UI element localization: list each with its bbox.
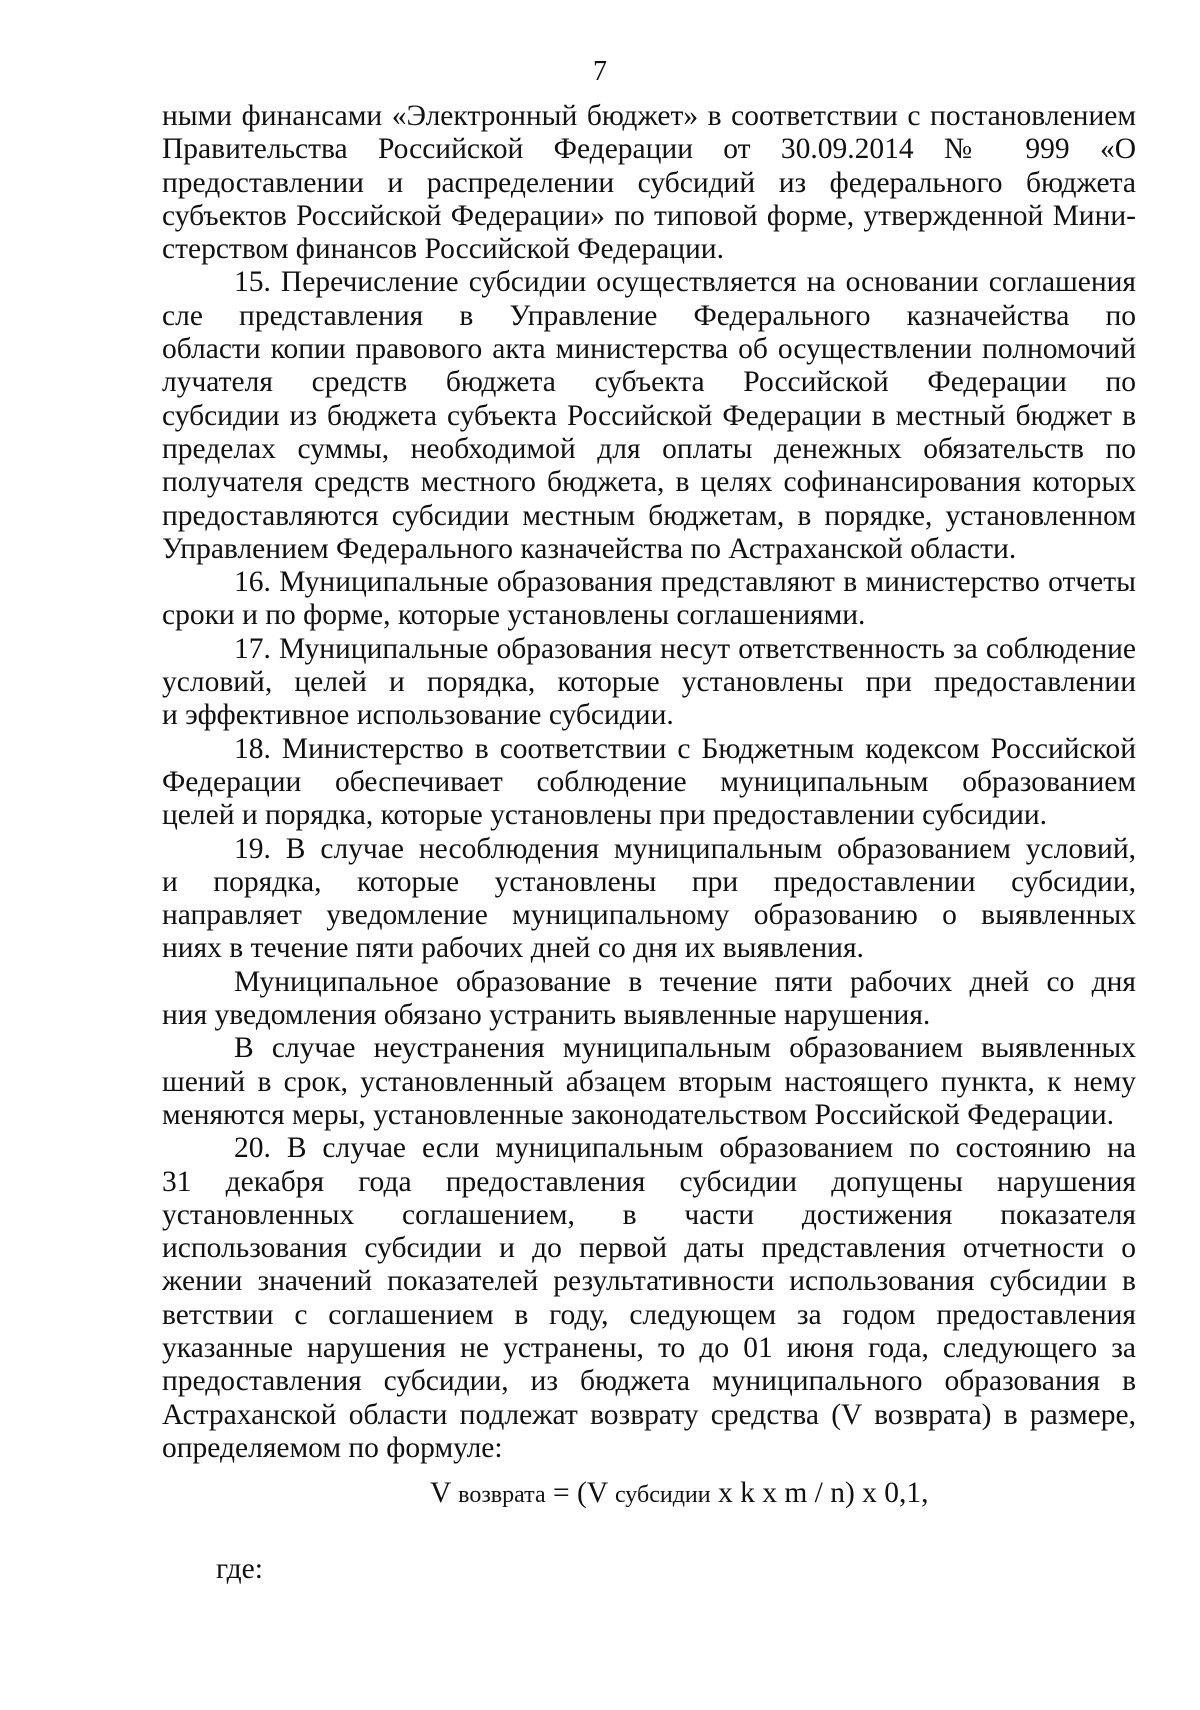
- text-line: 20. В случае если муниципальным образованием по состоянию на: [234, 1132, 1136, 1165]
- text-line: и порядка, которые установлены при предоставлении субсидии,: [162, 865, 1136, 898]
- text-line: Правительства Российской Федерации от 30.09.2014 № 999 «О: [162, 133, 1136, 166]
- text-line: В случае неустранения муниципальным образованием выявленных: [234, 1032, 1136, 1065]
- text-line: указанные нарушения не устранены, то до 01 июня года, следующего за: [162, 1331, 1136, 1364]
- return-formula: [430, 1476, 929, 1512]
- text-line: лучателя средств бюджета субъекта Российской Федерации по: [162, 366, 1136, 399]
- text-line: 31 декабря года предоставления субсидии допущены нарушения: [162, 1165, 1136, 1198]
- text-line: предоставления субсидии, из бюджета муниципального образования в: [162, 1365, 1136, 1398]
- text-line: сроки и по форме, которые установлены соглашениями.: [162, 599, 866, 632]
- text-line: получателя средств местного бюджета, в целях софинансирования которых: [162, 466, 1136, 499]
- text-line: 17. Муниципальные образования несут ответственность за соблюдение: [234, 632, 1136, 665]
- formula-rest: x k x m / n) x 0,1,: [710, 1477, 929, 1509]
- text-line: ниях в течение пяти рабочих дней со дня их выявления.: [162, 932, 864, 965]
- text-line: ния уведомления обязано устранить выявленные нарушения.: [162, 999, 931, 1032]
- where-label: где:: [216, 1553, 263, 1585]
- formula-equals: = (V: [545, 1477, 615, 1509]
- text-line: Федерации обеспечивает соблюдение муниципальным образованием: [162, 765, 1136, 798]
- text-line: 18. Министерство в соответствии с Бюджетным кодексом Российской: [234, 732, 1136, 765]
- text-line: области копии правового акта министерства об осуществлении полномочий: [162, 333, 1136, 366]
- text-line: стерством финансов Российской Федерации.: [162, 233, 724, 266]
- text-line: Муниципальное образование в течение пяти рабочих дней со дня: [234, 965, 1136, 998]
- text-line: предоставлении и распределении субсидий из федерального бюджета: [162, 166, 1136, 199]
- text-line: ветствии с соглашением в году, следующем за годом предоставления: [162, 1298, 1136, 1331]
- document-body: [162, 100, 1136, 1465]
- text-line: и эффективное использование субсидии.: [162, 699, 674, 732]
- text-line: установленных соглашением, в части достижения показателя: [162, 1198, 1136, 1231]
- text-line: Астраханской области подлежат возврату средства (V возврата) в размере,: [162, 1398, 1136, 1431]
- formula-subscript-return: возврата: [458, 1482, 546, 1508]
- text-line: 16. Муниципальные образования представляют в министерство отчеты: [234, 566, 1136, 599]
- text-line: шений в срок, установленный абзацем вторым настоящего пункта, к нему: [162, 1065, 1136, 1098]
- formula-v: V: [430, 1477, 451, 1509]
- formula-subscript-subsidy: субсидии: [614, 1482, 711, 1508]
- text-line: 15. Перечисление субсидии осуществляется на основании соглашения: [234, 266, 1136, 299]
- text-line: Управлением Федерального казначейства по Астраханской области.: [162, 532, 1017, 565]
- page-number: 7: [593, 56, 607, 87]
- text-line: ными финансами «Электронный бюджет» в соответствии с постановлением: [162, 100, 1136, 132]
- text-line: 19. В случае несоблюдения муниципальным образованием условий,: [234, 832, 1136, 865]
- text-line: целей и порядка, которые установлены при предоставлении субсидии.: [162, 799, 1048, 832]
- text-line: предоставляются субсидии местным бюджетам, в порядке, установленном: [162, 499, 1136, 532]
- text-line: меняются меры, установленные законодательством Российской Федерации.: [162, 1098, 1114, 1131]
- text-line: условий, целей и порядка, которые установлены при предоставлении: [162, 666, 1136, 699]
- text-line: использования субсидии и до первой даты представления отчетности о: [162, 1232, 1136, 1265]
- text-line: субъектов Российской Федерации» по типовой форме, утвержденной Мини-: [162, 199, 1136, 232]
- text-line: определяемом по формуле:: [162, 1431, 503, 1464]
- text-line: субсидии из бюджета субъекта Российской Федерации в местный бюджет в: [162, 399, 1136, 432]
- text-line: жении значений показателей результативности использования субсидии в: [162, 1265, 1136, 1298]
- text-line: сле представления в Управление Федерального казначейства по: [162, 299, 1136, 332]
- text-line: направляет уведомление муниципальному образованию о выявленных: [162, 899, 1136, 932]
- text-line: пределах суммы, необходимой для оплаты денежных обязательств по: [162, 432, 1136, 465]
